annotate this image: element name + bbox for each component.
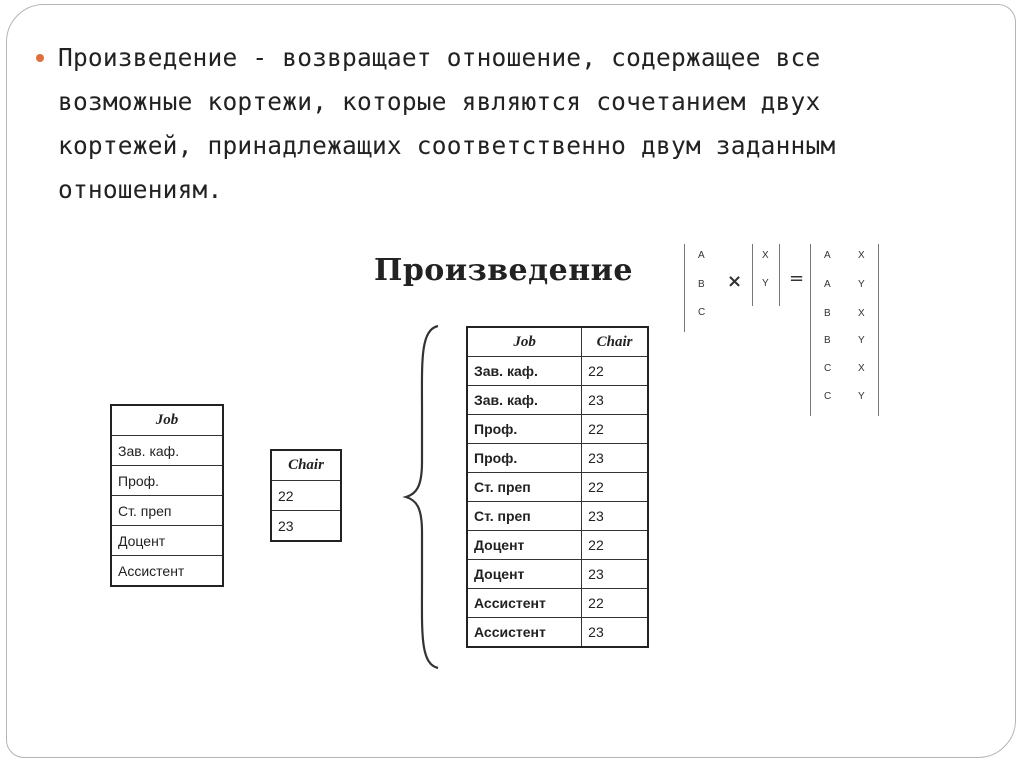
mini-result-value: Y bbox=[858, 391, 865, 402]
equals-icon: = bbox=[789, 268, 805, 289]
chair-table-cell: 22 bbox=[271, 481, 341, 511]
job-table-header: Job bbox=[111, 405, 223, 436]
result-cell: Проф. bbox=[467, 415, 582, 444]
job-table-cell: Доцент bbox=[111, 526, 223, 556]
mini-result-value: X bbox=[858, 250, 865, 261]
bullet-dot bbox=[36, 54, 44, 62]
result-cell: Ст. преп bbox=[467, 473, 582, 502]
result-cell: Проф. bbox=[467, 444, 582, 473]
result-cell: 22 bbox=[582, 473, 648, 502]
divider-line bbox=[878, 244, 879, 416]
job-table bbox=[110, 404, 224, 587]
mini-right-value: X bbox=[762, 250, 769, 261]
result-cell: 22 bbox=[582, 415, 648, 444]
job-table-cell: Ст. преп bbox=[111, 496, 223, 526]
section-heading: Произведение bbox=[374, 253, 634, 288]
result-cell: Доцент bbox=[467, 560, 582, 589]
mini-result-value: A bbox=[824, 279, 831, 290]
chair-table-header: Chair bbox=[271, 450, 341, 481]
curly-brace-icon bbox=[402, 322, 442, 672]
mini-result-value: B bbox=[824, 308, 831, 319]
divider-line bbox=[684, 244, 685, 332]
result-cell: Ассистент bbox=[467, 618, 582, 648]
mini-result-value: X bbox=[858, 363, 865, 374]
result-cell: 22 bbox=[582, 531, 648, 560]
divider-line bbox=[810, 244, 811, 416]
mini-result-value: B bbox=[824, 335, 831, 346]
divider-line bbox=[779, 244, 780, 306]
result-table bbox=[466, 326, 649, 648]
bullet-text: Произведение - возвращает отношение, содержащее все возможные кортежи, которые являются сочетанием двух кортежей, принадлежащих соответственно двум заданным отношениям. bbox=[58, 43, 836, 204]
result-cell: Зав. каф. bbox=[467, 386, 582, 415]
result-cell: 23 bbox=[582, 560, 648, 589]
result-header-job: Job bbox=[467, 327, 582, 357]
times-icon: × bbox=[727, 271, 743, 292]
mini-result-value: Y bbox=[858, 335, 865, 346]
result-cell: Доцент bbox=[467, 531, 582, 560]
result-cell: 23 bbox=[582, 502, 648, 531]
result-cell: 22 bbox=[582, 589, 648, 618]
mini-result-value: C bbox=[824, 391, 832, 402]
mini-right-value: Y bbox=[762, 278, 769, 289]
mini-result-value: C bbox=[824, 363, 832, 374]
job-table-cell: Ассистент bbox=[111, 556, 223, 587]
result-cell: 23 bbox=[582, 444, 648, 473]
result-cell: 22 bbox=[582, 357, 648, 386]
chair-table-cell: 23 bbox=[271, 511, 341, 542]
mini-left-value: C bbox=[698, 307, 706, 318]
result-cell: Ст. преп bbox=[467, 502, 582, 531]
mini-result-value: Y bbox=[858, 279, 865, 290]
divider-line bbox=[752, 244, 753, 306]
result-cell: Зав. каф. bbox=[467, 357, 582, 386]
mini-left-value: A bbox=[698, 250, 705, 261]
result-header-chair: Chair bbox=[582, 327, 648, 357]
mini-left-value: B bbox=[698, 279, 705, 290]
job-table-cell: Зав. каф. bbox=[111, 436, 223, 466]
result-cell: Ассистент bbox=[467, 589, 582, 618]
chair-table bbox=[270, 449, 342, 542]
mini-result-value: A bbox=[824, 250, 831, 261]
mini-result-value: X bbox=[858, 308, 865, 319]
job-table-cell: Проф. bbox=[111, 466, 223, 496]
result-cell: 23 bbox=[582, 618, 648, 648]
result-cell: 23 bbox=[582, 386, 648, 415]
